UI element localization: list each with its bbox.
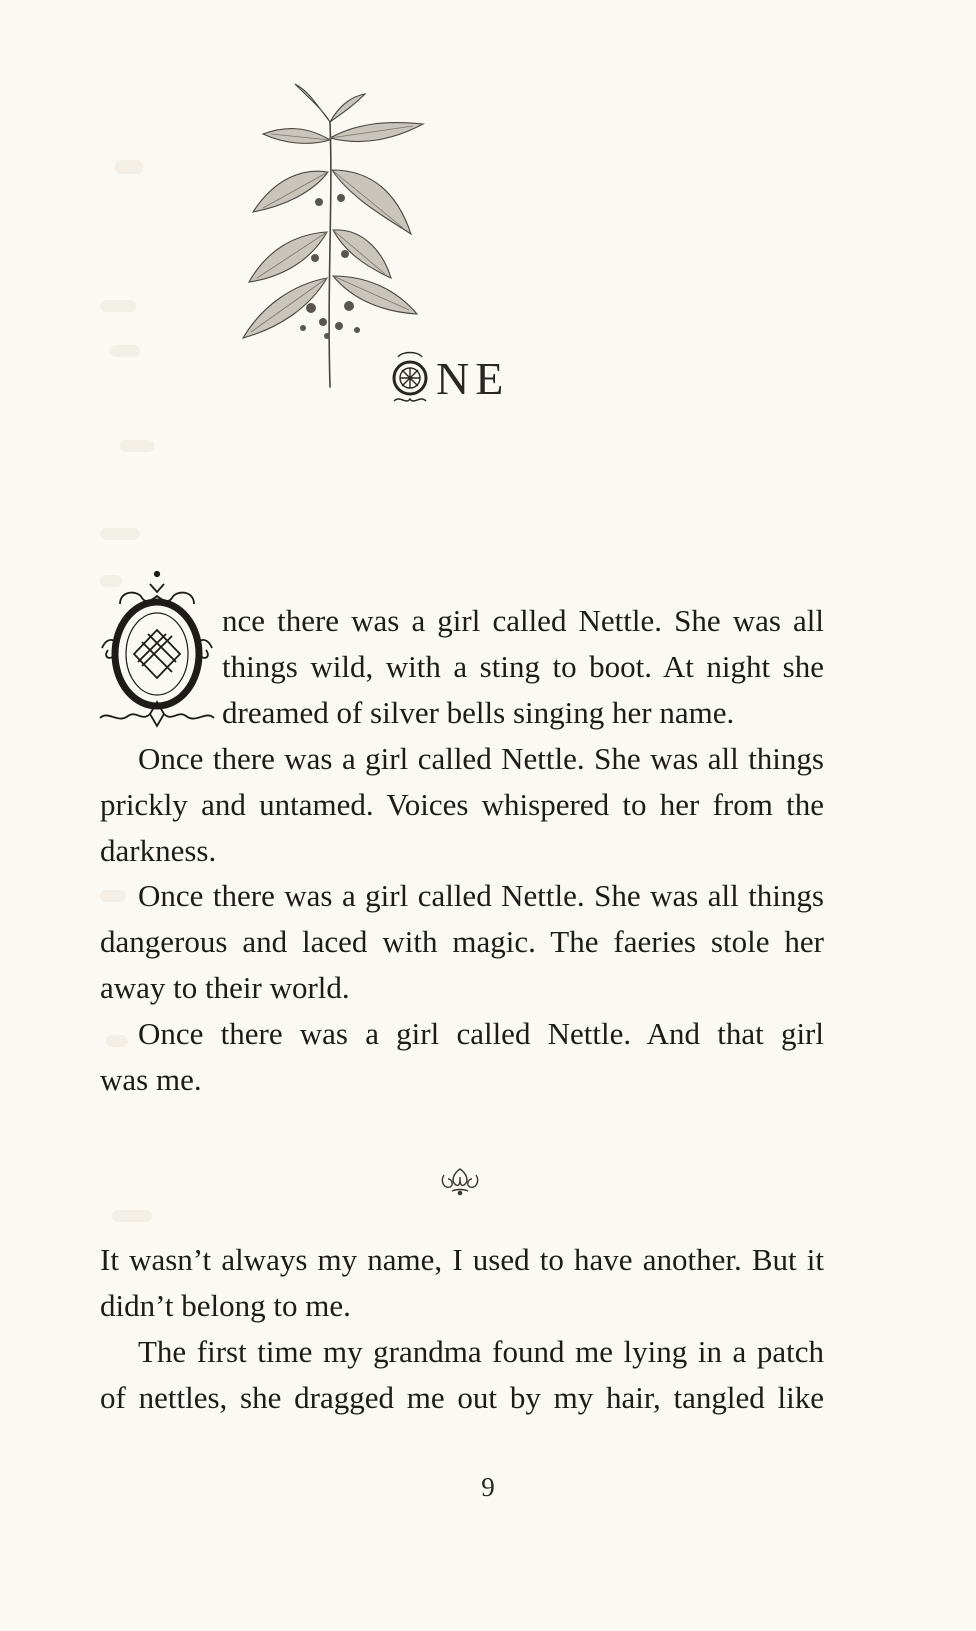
chapter-title-text: NE bbox=[436, 352, 510, 404]
story-line: nce there was a girl called Nettle. She was all bbox=[222, 603, 824, 638]
story-line: darkness. bbox=[100, 833, 217, 868]
story-line: away to their world. bbox=[100, 970, 350, 1005]
story-line: Once there was a girl called Nettle. And that girl bbox=[138, 1016, 824, 1051]
story-line: The first time my grandma found me lying in a patch bbox=[138, 1334, 824, 1369]
story-line: things wild, with a sting to boot. At night she bbox=[222, 649, 824, 684]
story-line: Once there was a girl called Nettle. She was all things bbox=[138, 878, 824, 913]
story-line: of nettles, she dragged me out by my hair, tangled like bbox=[100, 1380, 824, 1415]
story-line: It wasn’t always my name, I used to have another. But it bbox=[100, 1242, 824, 1277]
fleuron-icon bbox=[438, 1163, 482, 1197]
ornate-o-icon bbox=[388, 349, 432, 407]
story-line: dreamed of silver bells singing her name. bbox=[222, 695, 735, 730]
story-line: dangerous and laced with magic. The faeries stole her bbox=[100, 924, 824, 959]
story-line: prickly and untamed. Voices whispered to her from the bbox=[100, 787, 824, 822]
ornate-drop-cap-o bbox=[98, 568, 216, 734]
story-line: didn’t belong to me. bbox=[100, 1288, 351, 1323]
story-line: was me. bbox=[100, 1062, 202, 1097]
page-number: 9 bbox=[481, 1472, 495, 1502]
chapter-title bbox=[388, 348, 509, 408]
story-line: Once there was a girl called Nettle. She was all things bbox=[138, 741, 824, 776]
